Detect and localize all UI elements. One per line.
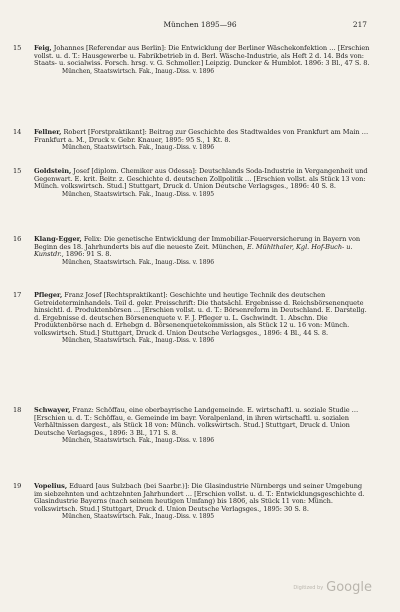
- entry-author: Vopelius,: [34, 482, 68, 490]
- entry-number: 14: [13, 128, 22, 136]
- entry-text: Franz Josef [Rechtspraktikant]: Geschichte und heutige Technik des deutschen Getreideterminhandels. Teil d. gekr. Preisschrift: Die thatsächl. Ergebnisse d. Reichsbörsenenquete hinsichtl. d. Produktenbörsen … [Erschien vollst. u. d. T.: Börsenreform in Deutschland. E. Darstellg. d. Ergebnisse d. deutschen Börsenenquete v. F. J. Pfleger u. L. Gschwindt. 1. Abschn. Die Produktenbörse nach d. Erhebgn d. Börsenenquetekommission, als Stück 12 u. 16 von: Münch. volkswirtsch. Stud.] Stuttgart, Druck d. Union Deutsche Verlagsges., 1896: 4 Bl., 44 S. 8.: [34, 291, 367, 337]
- entry-dissertation-note: München, Staatswirtsch. Fak., Inaug.-Diss. v. 1895: [62, 190, 215, 198]
- entry-fellner: [13, 128, 370, 152]
- entry-pfleger: [13, 291, 370, 345]
- entry-author: Schwayer,: [34, 406, 71, 414]
- entry-author: Pfleger,: [34, 291, 63, 299]
- entry-text: Eduard [aus Sulzbach (bei Saarbr.)]: Die Glasindustrie Nürnbergs und seiner Umgebung im siebzehnten und achtzehnten Jahrhundert … [Erschien vollst. u. d. T.: Entwicklungsgeschichte d. Glasindustrie Bayerns (nach seinem heutigen Umfang) bis 1806, als Stück 11 von: Münch. volkswirtsch. Stud.] Stuttgart, Druck d. Union Deutsche Verlagsges., 1895: 30 S. 8.: [34, 482, 365, 513]
- entry-dissertation-note: München, Staatswirtsch. Fak., Inaug.-Diss. v. 1896: [62, 437, 215, 444]
- digitized-by-label: Digitized by: [293, 584, 324, 591]
- entry-number: 16: [13, 235, 22, 243]
- entry-author: Fellner,: [34, 128, 62, 136]
- entry-author: Goldstein,: [34, 167, 72, 175]
- entry-text-after: 1896: 91 S. 8.: [63, 250, 112, 258]
- entry-author: Klang-Egger,: [34, 235, 82, 243]
- entry-italic-publisher: E. Mühlthaler, Kgl. Hof-Buch- u. Kunstdr.,: [34, 242, 353, 258]
- google-logo: Google: [326, 580, 372, 595]
- entry-number: 15: [13, 44, 22, 52]
- entry-feig: [13, 44, 370, 75]
- entry-dissertation-note: München, Staatswirtsch. Fak., Inaug.-Diss. v. 1896: [62, 337, 215, 344]
- entry-dissertation-note: München, Staatswirtsch. Fak., Inaug.-Diss. v. 1895: [62, 513, 215, 520]
- entry-vopelius: [13, 482, 370, 521]
- entry-text: Josef [diplom. Chemiker aus Odessa]: Deutschlands Soda-Industrie in Vergangenheit und Gegenwart. E. krit. Beitr. z. Geschichte d. deutschen Zollpolitik … [Erschien vollst. als Stück 13 von: Münch. volkswirtsch. Stud.] Stuttgart, Druck d. Union Deutsche Verlagsges., 1896: 40 S. 8.: [34, 167, 368, 190]
- entry-dissertation-note: München, Staatswirtsch. Fak., Inaug.-Diss. v. 1896: [62, 144, 215, 151]
- entry-schwayer: [13, 406, 370, 445]
- entry-goldstein: [13, 167, 370, 198]
- entry-dissertation-note: München, Staatswirtsch. Fak., Inaug.-Diss. v. 1896: [62, 258, 215, 266]
- entry-text: Robert [Forstpraktikant]: Beitrag zur Geschichte des Stadtwaldes von Frankfurt am Main … Frankfurt a. M., Druck v. Gebr. Knauer, 1895: 95 S., 1 Kt. 8.: [34, 128, 369, 144]
- entry-number: 19: [13, 482, 22, 490]
- digitized-by-google-watermark: [293, 577, 372, 596]
- page-number: 217: [352, 20, 367, 29]
- entry-number: 15: [13, 167, 22, 175]
- entry-text: Felix: Die genetische Entwicklung der Immobiliar-Feuerversicherung in Bayern von Beginn des 18. Jahrhunderts bis auf die neueste Zeit. München,: [34, 235, 361, 251]
- running-title: München 1895—96: [163, 20, 237, 29]
- entry-author: Feig,: [34, 44, 52, 52]
- page-header: [0, 20, 400, 32]
- entry-klang-egger: [13, 235, 370, 266]
- entry-dissertation-note: München, Staatswirtsch. Fak., Inaug.-Diss. v. 1896: [62, 67, 215, 75]
- entry-text: Johannes [Referendar aus Berlin]: Die Entwicklung der Berliner Wäschekonfektion … [Erschien vollst. u. d. T.: Hausgewerbe u. Fabrikbetrieb in d. Berl. Wäsche-Industrie, als Heft 2 d. 14. Bds von: Staats- u. socialwiss. Forsch. hrsg. v. G. Schmoller.] Leipzig. Duncker & Humblot. 1896: 3 Bl., 47 S. 8.: [34, 44, 370, 67]
- entry-number: 18: [13, 406, 22, 414]
- entry-number: 17: [13, 291, 22, 299]
- entry-text: Franz: Schöffau, eine oberbayrische Landgemeinde. E. wirtschaftl. u. soziale Studie … [Erschien u. d. T.: Schöffau, e. Gemeinde im bayr. Voralpenland, in ihren wirtschaftl. u. sozialen Verhältnissen dargest., als Stück 18 von: Münch. volkswirtsch. Stud.] Stuttgart, Druck d. Union Deutsche Verlagsges., 1896: 3 Bl., 171 S. 8.: [34, 406, 359, 437]
